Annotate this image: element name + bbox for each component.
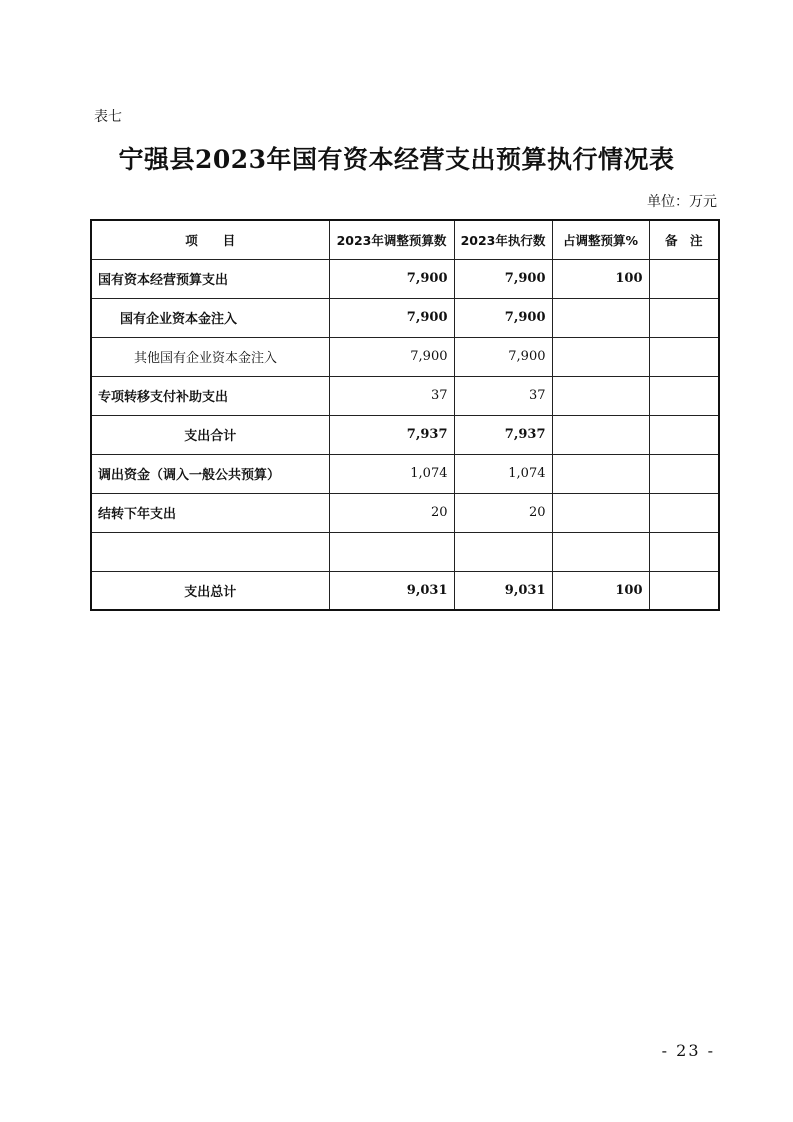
unit-label: 单位：万元 [647,194,717,210]
row-executed: 7,900 [454,337,552,376]
budget-table [90,219,720,611]
row-executed: 7,937 [454,415,552,454]
row-pct: 100 [552,259,649,298]
table-row [91,376,719,415]
row-adjusted-budget: 9,031 [329,571,454,610]
header-executed: 2023年执行数 [454,220,552,259]
row-note [649,532,719,571]
row-executed: 1,074 [454,454,552,493]
page-number: - 23 - [661,1041,715,1060]
row-item: 支出合计 [91,415,329,454]
table-row [91,337,719,376]
table-row [91,454,719,493]
row-adjusted-budget: 7,937 [329,415,454,454]
table-header-row [91,220,719,259]
row-note [649,571,719,610]
header-item: 项 目 [91,220,329,259]
row-executed [454,532,552,571]
row-adjusted-budget: 20 [329,493,454,532]
row-pct [552,298,649,337]
row-pct [552,415,649,454]
row-item: 支出总计 [91,571,329,610]
row-note [649,376,719,415]
header-pct: 占调整预算% [552,220,649,259]
row-pct [552,337,649,376]
table-row [91,259,719,298]
table-row [91,532,719,571]
row-item: 结转下年支出 [91,493,329,532]
row-item: 其他国有企业资本金注入 [91,337,329,376]
row-pct: 100 [552,571,649,610]
row-adjusted-budget: 1,074 [329,454,454,493]
row-note [649,493,719,532]
row-note [649,415,719,454]
row-item: 调出资金（调入一般公共预算） [91,454,329,493]
row-adjusted-budget: 7,900 [329,259,454,298]
document-title: 宁强县2023年国有资本经营支出预算执行情况表 [118,145,675,174]
row-executed: 7,900 [454,259,552,298]
row-note [649,454,719,493]
row-adjusted-budget [329,532,454,571]
table-label: 表七 [94,109,122,125]
row-executed: 20 [454,493,552,532]
row-item [91,532,329,571]
row-adjusted-budget: 37 [329,376,454,415]
header-adjusted-budget: 2023年调整预算数 [329,220,454,259]
row-pct [552,532,649,571]
row-pct [552,454,649,493]
table-row [91,571,719,610]
row-executed: 9,031 [454,571,552,610]
row-executed: 37 [454,376,552,415]
row-item: 国有资本经营预算支出 [91,259,329,298]
table-row [91,415,719,454]
row-note [649,337,719,376]
row-pct [552,376,649,415]
table-row [91,298,719,337]
row-adjusted-budget: 7,900 [329,298,454,337]
row-note [649,298,719,337]
row-item: 国有企业资本金注入 [91,298,329,337]
row-adjusted-budget: 7,900 [329,337,454,376]
row-item: 专项转移支付补助支出 [91,376,329,415]
row-note [649,259,719,298]
row-pct [552,493,649,532]
header-note: 备 注 [649,220,719,259]
table-row [91,493,719,532]
row-executed: 7,900 [454,298,552,337]
